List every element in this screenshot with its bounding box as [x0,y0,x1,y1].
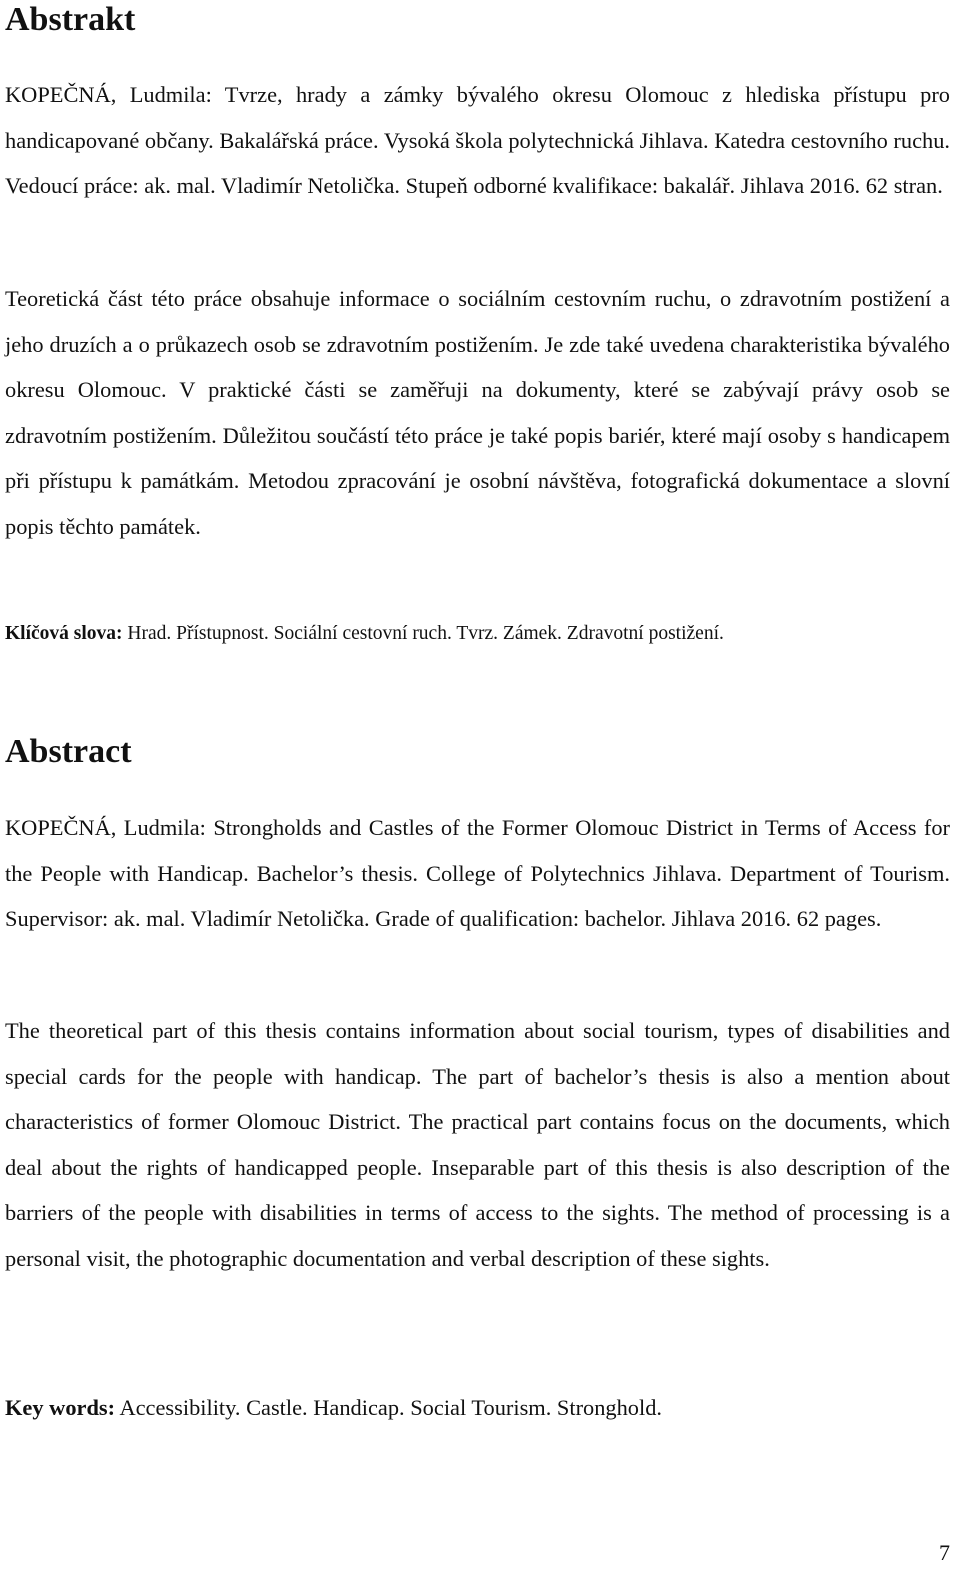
czech-bibliographic-record: KOPEČNÁ, Ludmila: Tvrze, hrady a zámky bývalého okresu Olomouc z hlediska přístupu pro handicapované občany. Bakalářská práce. Vysoká škola polytechnická Jihlava. Katedra cestovního ruchu. Vedoucí práce: ak. mal. Vladimír Netolička. Stupeň odborné kvalifikace: bakalář. Jihlava 2016. 62 stran. [5,82,950,199]
english-abstract-heading: Abstract [5,733,132,770]
english-keywords-list: Accessibility. Castle. Handicap. Social Tourism. Stronghold. [115,1395,663,1420]
english-keywords [5,1385,950,1431]
czech-keywords [5,620,950,648]
czech-abstract-body: Teoretická část této práce obsahuje informace o sociálním cestovním ruchu, o zdravotním postižení a jeho druzích a o průkazech osob se zdravotním postižením. Je zde také uvedena charakteristika bývalého okresu Olomouc. V praktické části se zaměřuji na dokumenty, které se zabývají právy osob se zdravotním postižením. Důležitou součástí této práce je také popis bariér, které mají osoby s handicapem při přístupu k památkám. Metodou zpracování je osobní návštěva, fotografická dokumentace a slovní popis těchto památek. [5,286,950,539]
page-number: 7 [939,1540,950,1565]
czech-keywords-list: Hrad. Přístupnost. Sociální cestovní ruch. Tvrz. Zámek. Zdravotní postižení. [122,623,724,644]
english-abstract-body: The theoretical part of this thesis contains information about social tourism, types of disabilities and special cards for the people with handicap. The part of bachelor’s thesis is also a mention about characteristics of former Olomouc District. The practical part contains focus on the documents, which deal about the rights of handicapped people. Inseparable part of this thesis is also description of the barriers of the people with disabilities in terms of access to the sights. The method of processing is a personal visit, the photographic documentation and verbal description of these sights. [5,1018,950,1271]
english-keywords-label: Key words: [5,1395,116,1420]
english-bibliographic-record: KOPEČNÁ, Ludmila: Strongholds and Castles of the Former Olomouc District in Terms of Access for the People with Handicap. Bachelor’s thesis. College of Polytechnics Jihlava. Department of Tourism. Supervisor: ak. mal. Vladimír Netolička. Grade of qualification: bachelor. Jihlava 2016. 62 pages. [5,815,950,932]
czech-abstract-heading: Abstrakt [5,1,136,38]
czech-keywords-label: Klíčová slova: [5,623,123,644]
